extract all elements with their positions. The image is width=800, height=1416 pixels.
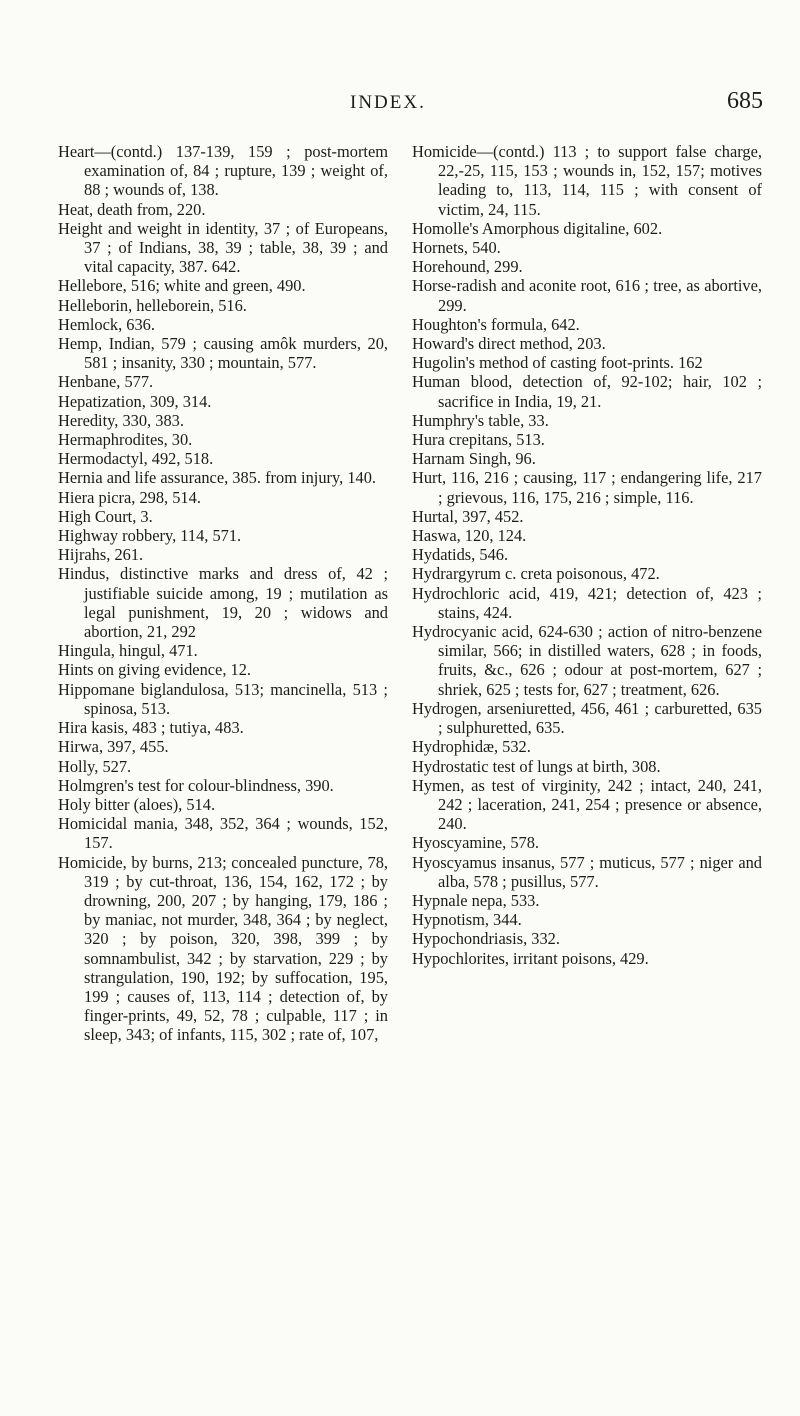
index-entry: Hellebore, 516; white and green, 490. [58,276,306,296]
index-entry: Highway robbery, 114, 571. [58,526,242,546]
index-entry: Heart—(contd.) 137-139, 159 ; post-mortem examination of, 84 ; rupture, 139 ; weight of, 88 ; wounds of, 138. [58,142,388,200]
index-entry: Hyoscyamus insanus, 577 ; muticus, 577 ; niger and alba, 578 ; pusillus, 577. [412,852,762,891]
index-entry: Hugolin's method of casting foot-prints. 162 [412,353,703,373]
index-entry: Haswa, 120, 124. [412,526,527,546]
index-entry: Hypochlorites, irritant poisons, 429. [412,948,649,968]
index-entry: Hypnale nepa, 533. [412,890,540,910]
index-entry: Hirwa, 397, 455. [58,737,169,757]
page-number: 685 [727,88,763,114]
index-entry: Hemp, Indian, 579 ; causing amôk murders, 20, 581 ; insanity, 330 ; mountain, 577. [58,334,388,373]
index-entry: Hemlock, 636. [58,314,155,334]
index-entry: Harnam Singh, 96. [412,449,536,469]
index-entry: Human blood, detection of, 92-102; hair, 102 ; sacrifice in India, 19, 21. [412,372,762,411]
index-entry: Hura crepitans, 513. [412,430,545,450]
index-entry: Hydrochloric acid, 419, 421; detection of, 423 ; stains, 424. [412,583,762,622]
index-entry: Hepatization, 309, 314. [58,391,212,411]
index-entry: Horse-radish and aconite root, 616 ; tree, as abortive, 299. [412,276,762,315]
index-entry: Hindus, distinctive marks and dress of, 42 ; justifiable suicide among, 19 ; mutilation as legal punishment, 19, 20 ; widows and abortion, 21, 292 [58,564,388,642]
index-entry: Holmgren's test for colour-blindness, 390. [58,775,334,795]
index-entry: Helleborin, helleborein, 516. [58,295,247,315]
running-head-title: INDEX. [350,92,426,113]
index-entry: Hingula, hingul, 471. [58,641,198,661]
index-entry: Heredity, 330, 383. [58,410,184,430]
index-entry: Hydrargyrum c. creta poisonous, 472. [412,564,660,584]
index-entry: High Court, 3. [58,506,153,526]
index-entry: Hira kasis, 483 ; tutiya, 483. [58,718,244,738]
index-entry: Hurtal, 397, 452. [412,506,524,526]
index-entry: Horehound, 299. [412,257,523,277]
index-entry: Hernia and life assurance, 385. from injury, 140. [58,468,377,488]
index-entry: Homicide—(contd.) 113 ; to support false charge, 22,-25, 115, 153 ; wounds in, 152, 157; motives leading to, 113, 114, 115 ; with consent of victim, 24, 115. [412,142,762,219]
index-entry: Hypnotism, 344. [412,910,522,930]
index-entry: Height and weight in identity, 37 ; of Europeans, 37 ; of Indians, 38, 39 ; table, 38, 39 ; and vital capacity, 387. 642. [58,218,388,277]
index-entry: Hermodactyl, 492, 518. [58,449,214,469]
index-entry: Hijrahs, 261. [58,545,144,565]
index-entry: Hydrostatic test of lungs at birth, 308. [412,756,661,776]
index-entry: Hippomane biglandulosa, 513; mancinella, 513 ; spinosa, 513. [58,679,388,718]
index-entry: Hurt, 116, 216 ; causing, 117 ; endangering life, 217 ; grievous, 116, 175, 216 ; simple, 116. [412,468,762,507]
index-entry: Hypochondriasis, 332. [412,929,560,949]
running-head [0,88,800,118]
index-entry: Hydatids, 546. [412,545,509,565]
index-entry: Holy bitter (aloes), 514. [58,794,216,814]
index-entry: Howard's direct method, 203. [412,334,606,354]
index-column-left [58,142,388,1045]
index-entry: Hyoscyamine, 578. [412,833,540,853]
index-column-right [412,142,762,968]
index-entry: Humphry's table, 33. [412,410,549,430]
index-entry: Hydrophidæ, 532. [412,737,531,757]
index-entry: Hydrogen, arseniuretted, 456, 461 ; carburetted, 635 ; sulphuretted, 635. [412,698,762,738]
index-entry: Homicidal mania, 348, 352, 364 ; wounds, 152, 157. [58,814,388,853]
index-entry: Houghton's formula, 642. [412,314,580,334]
index-entry: Hermaphrodites, 30. [58,430,193,450]
index-entry: Hints on giving evidence, 12. [58,660,252,680]
index-entry: Homicide, by burns, 213; concealed puncture, 78, 319 ; by cut-throat, 136, 154, 162, 172 ; by drowning, 200, 207 ; by hanging, 179, 186 ; by maniac, not murder, 348, 364 ; by neglect, 320 ; by poison, 320, 398, 399 ; by somnambulist, 342 ; by starvation, 229 ; by strangulation, 190, 192; by suffocation, 195, 199 ; causes of, 113, 114 ; detection of, by finger-prints, 49, 52, 78 ; culpable, 117 ; in sleep, 343; of infants, 115, 302 ; rate of, 107, [58,852,388,1045]
index-entry: Hymen, as test of virginity, 242 ; intact, 240, 241, 242 ; laceration, 241, 254 ; presence or absence, 240. [412,775,762,834]
index-entry: Heat, death from, 220. [58,199,206,219]
index-entry: Homolle's Amorphous digitaline, 602. [412,218,663,238]
index-entry: Henbane, 577. [58,372,154,392]
index-entry: Hiera picra, 298, 514. [58,487,201,507]
index-entry: Hydrocyanic acid, 624-630 ; action of nitro-benzene similar, 566; in distilled waters, 628 ; in foods, fruits, &c., 626 ; odour at post-mortem, 627 ; shriek, 625 ; tests for, 627 ; treatment, 626. [412,622,762,699]
index-entry: Holly, 527. [58,756,132,776]
index-entry: Hornets, 540. [412,238,501,258]
